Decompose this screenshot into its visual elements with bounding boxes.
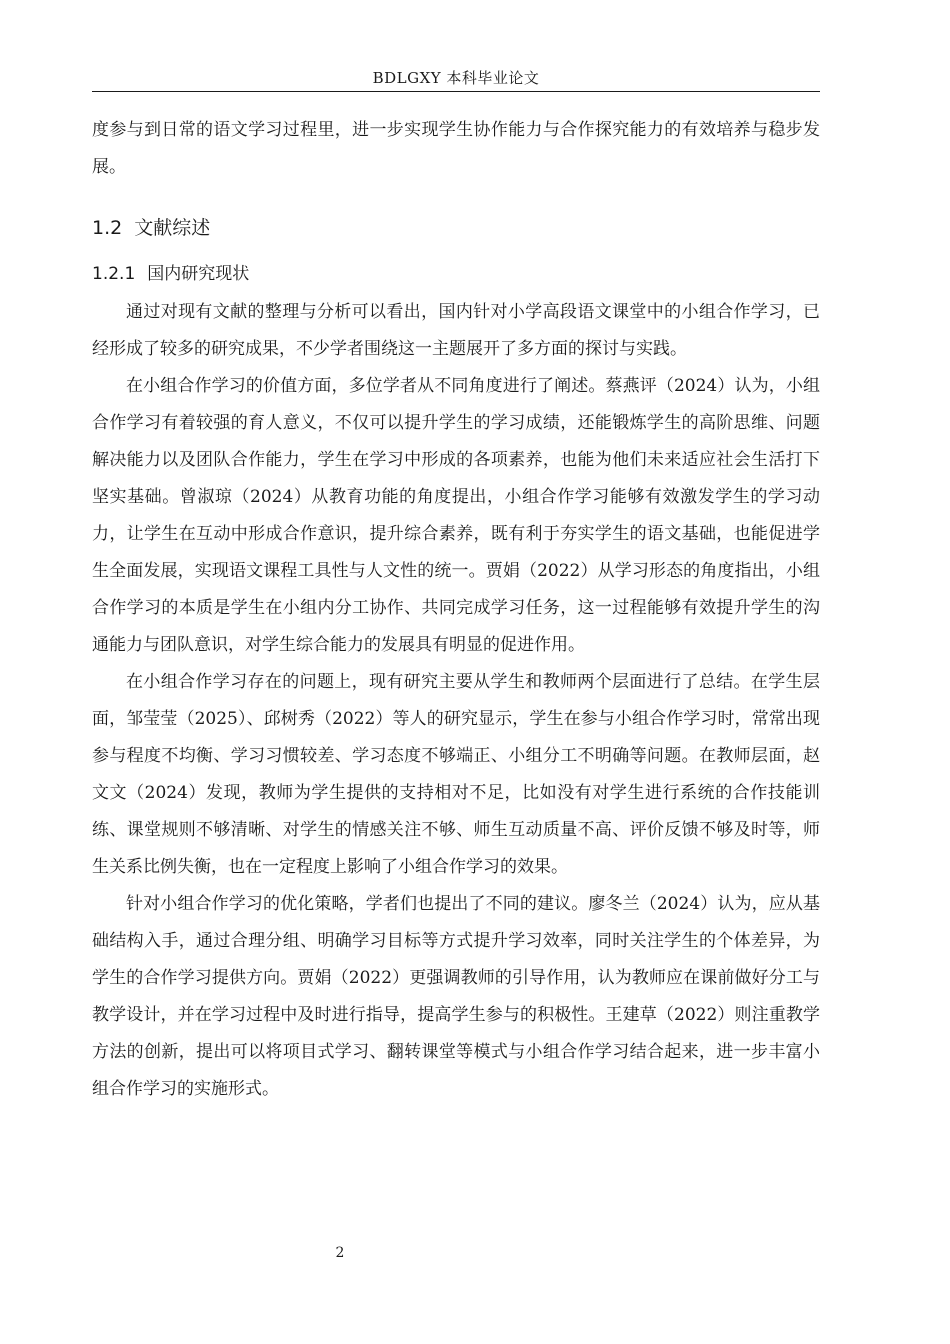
- body-paragraph: 在小组合作学习存在的问题上，现有研究主要从学生和教师两个层面进行了总结。在学生层面，邹莹莹（2025）、邱树秀（2022）等人的研究显示，学生在参与小组合作学习时，常常出现参与程度不均衡、学习习惯较差、学习态度不够端正、小组分工不明确等问题。在教师层面，赵文文（2024）发现，教师为学生提供的支持相对不足，比如没有对学生进行系统的合作技能训练、课堂规则不够清晰、对学生的情感关注不够、师生互动质量不高、评价反馈不够及时等，师生关系比例失衡，也在一定程度上影响了小组合作学习的效果。: [92, 672, 820, 877]
- body-paragraph: 在小组合作学习的价值方面，多位学者从不同角度进行了阐述。蔡燕评（2024）认为，小组合作学习有着较强的育人意义，不仅可以提升学生的学习成绩，还能锻炼学生的高阶思维、问题解决能力以及团队合作能力，学生在学习中形成的各项素养，也能为他们未来适应社会生活打下坚实基础。曾淑琼（2024）从教育功能的角度提出，小组合作学习能够有效激发学生的学习动力，让学生在互动中形成合作意识，提升综合素养，既有利于夯实学生的语文基础，也能促进学生全面发展，实现语文课程工具性与人文性的统一。贾娟（2022）从学习形态的角度指出，小组合作学习的本质是学生在小组内分工协作、共同完成学习任务，这一过程能够有效提升学生的沟通能力与团队意识，对学生综合能力的发展具有明显的促进作用。: [92, 376, 820, 655]
- page-number: 2: [335, 1245, 345, 1261]
- body-paragraph: 针对小组合作学习的优化策略，学者们也提出了不同的建议。廖冬兰（2024）认为，应从基础结构入手，通过合理分组、明确学习目标等方式提升学习效率，同时关注学生的个体差异，为学生的合作学习提供方向。贾娟（2022）更强调教师的引导作用，认为教师应在课前做好分工与教学设计，并在学习过程中及时进行指导，提高学生参与的积极性。王建草（2022）则注重教学方法的创新，提出可以将项目式学习、翻转课堂等模式与小组合作学习结合起来，进一步丰富小组合作学习的实施形式。: [92, 894, 820, 1099]
- section-heading: [92, 208, 820, 248]
- page-body: [92, 112, 820, 1108]
- subsection-heading: [92, 256, 820, 292]
- section-number: 1.2: [92, 217, 123, 239]
- header-rule: [92, 91, 820, 92]
- intro-paragraph: 度参与到日常的语文学习过程里，进一步实现学生协作能力与合作探究能力的有效培养与稳步发展。: [92, 120, 820, 177]
- body-paragraph: 通过对现有文献的整理与分析可以看出，国内针对小学高段语文课堂中的小组合作学习，已经形成了较多的研究成果，不少学者围绕这一主题展开了多方面的探讨与实践。: [92, 302, 820, 359]
- section-title: 文献综述: [134, 217, 211, 239]
- subsection-number: 1.2.1: [92, 264, 136, 284]
- subsection-title: 国内研究现状: [147, 264, 250, 284]
- running-header: BDLGXY 本科毕业论文: [372, 69, 540, 87]
